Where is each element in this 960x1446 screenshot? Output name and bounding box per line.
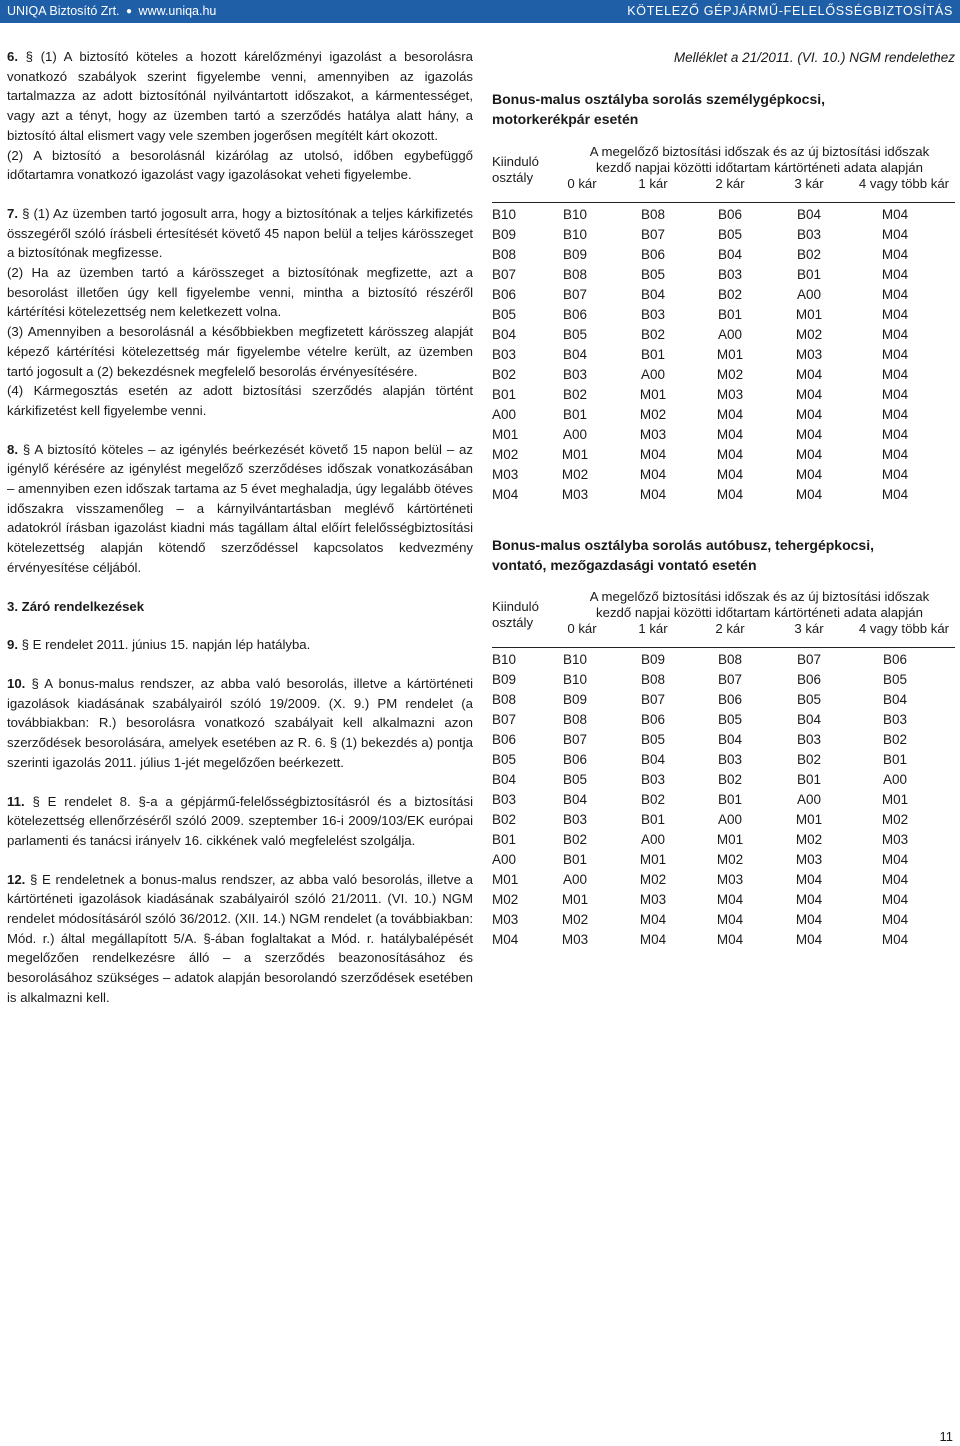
column-header: 4 vagy több kár	[858, 621, 950, 636]
table1-header	[492, 144, 955, 202]
result-class-cell: B01	[796, 267, 822, 282]
section-3-heading: 3. Záró rendelkezések	[7, 598, 145, 614]
result-class-cell: B04	[562, 792, 588, 807]
result-class-cell: B04	[640, 287, 666, 302]
result-class-cell: B01	[717, 307, 743, 322]
start-class-cell: M01	[492, 872, 519, 887]
result-class-cell: M01	[795, 812, 823, 827]
result-class-cell: B08	[717, 652, 743, 667]
table-row	[492, 830, 955, 850]
table-row	[492, 890, 955, 910]
table2-column-headers	[492, 621, 955, 637]
result-class-cell: B04	[717, 732, 743, 747]
table-row	[492, 485, 955, 505]
table-row	[492, 910, 955, 930]
result-class-cell: B10	[562, 227, 588, 242]
paragraph-10	[7, 674, 473, 773]
result-class-cell: A00	[640, 367, 666, 382]
result-class-cell: B02	[562, 832, 588, 847]
result-class-cell: M01	[639, 852, 667, 867]
result-class-cell: M04	[881, 387, 909, 402]
result-class-cell: M04	[881, 247, 909, 262]
column-header: 4 vagy több kár	[858, 176, 950, 191]
result-class-cell: A00	[796, 792, 822, 807]
start-class-cell: B07	[492, 267, 517, 282]
table-row	[492, 285, 955, 305]
paragraph-number: 9.	[7, 637, 18, 653]
result-class-cell: B09	[562, 692, 588, 707]
start-class-cell: B06	[492, 732, 517, 747]
result-class-cell: A00	[882, 772, 908, 787]
result-class-cell: M04	[795, 387, 823, 402]
result-class-cell: M04	[795, 467, 823, 482]
result-class-cell: M04	[881, 467, 909, 482]
paragraph-number: 6.	[7, 49, 18, 64]
table-row	[492, 365, 955, 385]
annex-label: Melléklet a 21/2011. (VI. 10.) NGM rendelethez	[673, 50, 955, 65]
left-column	[7, 47, 473, 1008]
result-class-cell: B08	[562, 712, 588, 727]
start-class-cell: M02	[492, 447, 519, 462]
table-row	[492, 790, 955, 810]
result-class-cell: A00	[796, 287, 822, 302]
website-link[interactable]: www.uniqa.hu	[138, 4, 217, 18]
table-row	[492, 405, 955, 425]
result-class-cell: M03	[561, 932, 589, 947]
result-class-cell: B04	[717, 247, 743, 262]
result-class-cell: B02	[717, 772, 743, 787]
result-class-cell: M04	[881, 367, 909, 382]
start-class-cell: M02	[492, 892, 519, 907]
result-class-cell: M04	[881, 912, 909, 927]
result-class-cell: A00	[717, 327, 743, 342]
table-row	[492, 245, 955, 265]
result-class-cell: M02	[881, 812, 909, 827]
table2-header	[492, 589, 955, 647]
table-row	[492, 465, 955, 485]
paragraph-number: 12.	[7, 871, 26, 887]
table-row	[492, 730, 955, 750]
result-class-cell: M04	[881, 487, 909, 502]
result-class-cell: M04	[795, 487, 823, 502]
table-row	[492, 205, 955, 225]
result-class-cell: M03	[795, 347, 823, 362]
start-class-cell: B05	[492, 307, 517, 322]
start-class-cell: A00	[492, 852, 517, 867]
result-class-cell: B01	[562, 852, 588, 867]
result-class-cell: B07	[640, 227, 666, 242]
table1-start-class-label: Kiinduló osztály	[492, 154, 539, 185]
result-class-cell: M04	[639, 447, 667, 462]
paragraph-7-4: (4) Kármegosztás esetén az adott biztosítási szerződés alapján történt kárkifizetést kell figyelembe venni.	[7, 383, 473, 418]
result-class-cell: B06	[640, 712, 666, 727]
paragraph-text: § E rendelet 8. §-a a gépjármű-felelősségbiztosításról és a biztosítási kötelezettség ellenőrzéséről szóló 2009. szeptember 16-i 2009/103/EK európai parlamenti és tanácsi irányelv 16. cikkének való megfelelést szolgálja.	[7, 793, 473, 848]
result-class-cell: A00	[562, 427, 588, 442]
result-class-cell: B03	[640, 307, 666, 322]
result-class-cell: M04	[795, 932, 823, 947]
result-class-cell: M04	[881, 852, 909, 867]
paragraph-text: § (1) Az üzemben tartó jogosult arra, hogy a biztosítónak a teljes kárkifizetés összegéről szóló írásbeli értesítését követő 45 napon belül a teljes kárösszeget a biztosítónak megfizesse.	[7, 205, 474, 261]
result-class-cell: M04	[639, 487, 667, 502]
paragraph-6-2: (2) A biztosító a besorolásnál kizárólag az utolsó, időben egybefüggő időtartamra vonatkozó igazolást vagy igazolásokat veheti figyelembe.	[7, 147, 473, 183]
result-class-cell: B03	[796, 227, 822, 242]
paragraph-text: § A bonus-malus rendszer, az abba való besorolás, illetve a kártörténeti igazolások kiadásának szabályairól szóló 19/2009. (X. 9.) PM rendelet (a továbbiakban: R.) besorolásra vonatkozó szabályait kell alkalmazni azon szerződések besorolására, amelyek esetében az R. 6. § (1) bekezdés a) pontja szerinti igazolás 2011. július 1-jét megelőzően beérkezett.	[7, 675, 473, 770]
result-class-cell: M02	[639, 407, 667, 422]
table1-title-line1: Bonus-malus osztályba sorolás személygépkocsi,	[492, 91, 826, 107]
result-class-cell: M04	[795, 427, 823, 442]
result-class-cell: B07	[562, 732, 588, 747]
paragraph-text: § (1) A biztosító köteles a hozott kárelőzményi igazolást a besorolásra vonatkozó szabályok szerint figyelembe venni, amennyiben az igazolás tartalmazza az adott biztosítónál nyilvántartott időszakot, a kármentességet, vagy azt a tényt, hogy az üzemben tartó a szerződés hatálya alatt hány, a biztosító által elismert vagy vele szemben jogerősen megítélt kárt okozott.	[7, 49, 474, 143]
start-class-cell: B03	[492, 792, 517, 807]
result-class-cell: B10	[562, 672, 588, 687]
result-class-cell: B04	[640, 752, 666, 767]
paragraph-8	[7, 440, 473, 578]
start-class-cell: B02	[492, 812, 517, 827]
result-class-cell: B03	[717, 752, 743, 767]
table-row	[492, 305, 955, 325]
result-class-cell: M04	[881, 287, 909, 302]
result-class-cell: B02	[882, 732, 908, 747]
start-class-cell: B07	[492, 712, 517, 727]
start-class-cell: B05	[492, 752, 517, 767]
result-class-cell: B02	[717, 287, 743, 302]
start-class-cell: B02	[492, 367, 517, 382]
paragraph-number: 11.	[7, 793, 25, 809]
paragraph-text: § A biztosító köteles – az igénylés beérkezését követő 15 napon belül – az igénylő kérésére az igénylést megelőző szerződéses időszak vonatkozásában – amennyiben ezen időszak tartama az 5 évet meghaladja, úgy legalább ötéves időszakra visszamenőleg – a kárnyilvántartásban meglévő kártörténeti adatokról írásban igazolást kiadni más tagállam által előírt felelősségbiztosítási kötelezettség alapján kötendő szerződéssel kapcsolatos kedvezmény érvényesítése céljából.	[7, 441, 473, 575]
start-class-cell: B03	[492, 347, 517, 362]
result-class-cell: B03	[562, 367, 588, 382]
result-class-cell: B02	[640, 327, 666, 342]
table-row	[492, 385, 955, 405]
result-class-cell: B02	[796, 247, 822, 262]
result-class-cell: M04	[795, 367, 823, 382]
result-class-cell: B06	[882, 652, 908, 667]
table2-description: A megelőző biztosítási időszak és az új biztosítási időszak kezdő napjai közötti időtartam kártörténeti adata alapján	[589, 589, 930, 620]
result-class-cell: M04	[795, 892, 823, 907]
table-row	[492, 225, 955, 245]
start-class-cell: B01	[492, 387, 517, 402]
result-class-cell: B10	[562, 652, 588, 667]
result-class-cell: B04	[882, 692, 908, 707]
bullet-icon: ●	[126, 6, 133, 17]
result-class-cell: M04	[881, 207, 909, 222]
result-class-cell: M04	[881, 892, 909, 907]
column-header: 2 kár	[715, 176, 745, 191]
result-class-cell: M03	[639, 427, 667, 442]
result-class-cell: B01	[640, 812, 666, 827]
result-class-cell: B04	[562, 347, 588, 362]
paragraph-12	[7, 870, 473, 1008]
header-left	[7, 4, 216, 18]
table2-body	[492, 650, 955, 950]
result-class-cell: M04	[639, 912, 667, 927]
result-class-cell: B04	[796, 712, 822, 727]
result-class-cell: B07	[562, 287, 588, 302]
result-class-cell: B05	[717, 712, 743, 727]
result-class-cell: B09	[640, 652, 666, 667]
result-class-cell: M04	[881, 327, 909, 342]
start-class-cell: B01	[492, 832, 517, 847]
result-class-cell: M04	[881, 872, 909, 887]
result-class-cell: B03	[796, 732, 822, 747]
result-class-cell: M02	[716, 367, 744, 382]
result-class-cell: B06	[562, 307, 588, 322]
paragraph-9	[7, 635, 473, 655]
page-number: 11	[939, 1429, 953, 1444]
result-class-cell: M02	[639, 872, 667, 887]
table-row	[492, 690, 955, 710]
result-class-cell: M04	[639, 467, 667, 482]
table-row	[492, 670, 955, 690]
result-class-cell: B01	[640, 347, 666, 362]
result-class-cell: B08	[640, 207, 666, 222]
result-class-cell: M04	[716, 487, 744, 502]
table-row	[492, 850, 955, 870]
result-class-cell: B03	[882, 712, 908, 727]
table-row	[492, 265, 955, 285]
result-class-cell: M01	[795, 307, 823, 322]
table1-description: A megelőző biztosítási időszak és az új biztosítási időszak kezdő napjai közötti időtartam kártörténeti adata alapján	[589, 144, 930, 175]
result-class-cell: B09	[562, 247, 588, 262]
start-class-cell: B08	[492, 692, 517, 707]
result-class-cell: B04	[796, 207, 822, 222]
result-class-cell: M04	[795, 912, 823, 927]
result-class-cell: M04	[716, 427, 744, 442]
paragraph-text: § E rendeletnek a bonus-malus rendszer, az abba való besorolás, illetve a kártörténeti igazolások kiadásának szabályairól szóló 21/2011. (VI. 10.) NGM rendelet módosításáról szóló 36/2012. (XII. 14.) NGM rendelet (a továbbiakban: Mód. r.) által megállapított 5/A. §-ában foglaltakat a Mód. r. hatálybalépését megelőzően rendelkezésre álló – a szerződés beazonosításához és besorolásához szükséges – adatok alapján besorolandó szerződések esetében is alkalmazni kell.	[7, 871, 473, 1005]
page-header	[0, 0, 960, 23]
result-class-cell: M04	[881, 447, 909, 462]
result-class-cell: A00	[640, 832, 666, 847]
paragraph-number: 8.	[7, 441, 18, 457]
result-class-cell: M03	[795, 852, 823, 867]
paragraph-6-1	[7, 47, 473, 146]
result-class-cell: M02	[795, 327, 823, 342]
result-class-cell: B10	[562, 207, 588, 222]
column-header: 3 kár	[794, 621, 824, 636]
start-class-cell: B04	[492, 772, 517, 787]
table1-column-headers	[492, 176, 955, 192]
paragraph-number: 7.	[7, 205, 18, 221]
start-class-cell: M03	[492, 912, 519, 927]
table-row	[492, 770, 955, 790]
result-class-cell: M04	[716, 447, 744, 462]
result-class-cell: B06	[717, 207, 743, 222]
table-row	[492, 345, 955, 365]
result-class-cell: M04	[795, 447, 823, 462]
column-header: 1 kár	[638, 176, 668, 191]
table-row	[492, 810, 955, 830]
result-class-cell: M04	[881, 307, 909, 322]
result-class-cell: B03	[562, 812, 588, 827]
paragraph-number: 10.	[7, 675, 26, 691]
start-class-cell: B09	[492, 672, 517, 687]
result-class-cell: M04	[716, 912, 744, 927]
result-class-cell: M03	[639, 892, 667, 907]
result-class-cell: B05	[640, 732, 666, 747]
section-title: KÖTELEZŐ GÉPJÁRMŰ-FELELŐSSÉGBIZTOSÍTÁS	[627, 4, 953, 18]
result-class-cell: B06	[562, 752, 588, 767]
result-class-cell: M04	[881, 347, 909, 362]
result-class-cell: B05	[882, 672, 908, 687]
start-class-cell: B10	[492, 652, 517, 667]
start-class-cell: B09	[492, 227, 517, 242]
result-class-cell: B07	[796, 652, 822, 667]
result-class-cell: B02	[640, 792, 666, 807]
result-class-cell: B03	[640, 772, 666, 787]
result-class-cell: M03	[716, 872, 744, 887]
result-class-cell: B05	[640, 267, 666, 282]
table-row	[492, 930, 955, 950]
result-class-cell: B08	[640, 672, 666, 687]
result-class-cell: M03	[881, 832, 909, 847]
table2-title-line1: Bonus-malus osztályba sorolás autóbusz, tehergépkocsi,	[492, 537, 874, 553]
table2-start-class-label: Kiinduló osztály	[492, 599, 539, 630]
table2-title-line2: vontató, mezőgazdasági vontató esetén	[492, 557, 757, 573]
column-header: 2 kár	[715, 621, 745, 636]
result-class-cell: M01	[561, 447, 589, 462]
result-class-cell: M04	[881, 407, 909, 422]
table1-body	[492, 205, 955, 505]
result-class-cell: M04	[716, 892, 744, 907]
result-class-cell: M01	[716, 832, 744, 847]
result-class-cell: M04	[881, 427, 909, 442]
paragraph-7-3: (3) Amennyiben a besorolásnál a későbbiekben megfizetett kárösszeg alapját képező kártérítési kötelezettség már figyelembe vételre került, az üzemben tartó jogosult a (2) bekezdésnek megfelelő besorolás érvényesítésére.	[7, 324, 473, 379]
result-class-cell: B07	[640, 692, 666, 707]
result-class-cell: B01	[882, 752, 908, 767]
paragraph-text: § E rendelet 2011. június 15. napján lép hatályba.	[21, 637, 311, 653]
result-class-cell: M01	[561, 892, 589, 907]
result-class-cell: M04	[639, 932, 667, 947]
result-class-cell: B06	[796, 672, 822, 687]
result-class-cell: B06	[640, 247, 666, 262]
result-class-cell: M04	[716, 467, 744, 482]
result-class-cell: B01	[562, 407, 588, 422]
result-class-cell: M02	[561, 467, 589, 482]
result-class-cell: B05	[796, 692, 822, 707]
start-class-cell: B04	[492, 327, 517, 342]
result-class-cell: M01	[716, 347, 744, 362]
start-class-cell: M01	[492, 427, 519, 442]
result-class-cell: M03	[716, 387, 744, 402]
result-class-cell: B05	[562, 327, 588, 342]
result-class-cell: B02	[562, 387, 588, 402]
result-class-cell: B07	[717, 672, 743, 687]
result-class-cell: A00	[562, 872, 588, 887]
result-class-cell: M02	[716, 852, 744, 867]
result-class-cell: B01	[796, 772, 822, 787]
column-header: 0 kár	[567, 621, 597, 636]
table1-title-line2: motorkerékpár esetén	[492, 111, 639, 127]
result-class-cell: M02	[795, 832, 823, 847]
result-class-cell: B08	[562, 267, 588, 282]
start-class-cell: B06	[492, 287, 517, 302]
table-row	[492, 325, 955, 345]
result-class-cell: B01	[717, 792, 743, 807]
right-column	[492, 49, 955, 950]
paragraph-11	[7, 792, 473, 851]
result-class-cell: B06	[717, 692, 743, 707]
table-row	[492, 870, 955, 890]
result-class-cell: A00	[717, 812, 743, 827]
start-class-cell: M03	[492, 467, 519, 482]
table-row	[492, 425, 955, 445]
paragraph-7-1	[7, 204, 473, 263]
result-class-cell: M04	[716, 407, 744, 422]
result-class-cell: M04	[795, 407, 823, 422]
result-class-cell: B05	[717, 227, 743, 242]
result-class-cell: B02	[796, 752, 822, 767]
table-row	[492, 750, 955, 770]
result-class-cell: M02	[561, 912, 589, 927]
company-name: UNIQA Biztosító Zrt.	[7, 4, 120, 18]
start-class-cell: M04	[492, 487, 519, 502]
column-header: 0 kár	[567, 176, 597, 191]
column-header: 1 kár	[638, 621, 668, 636]
result-class-cell: M04	[881, 227, 909, 242]
table-row	[492, 710, 955, 730]
column-header: 3 kár	[794, 176, 824, 191]
result-class-cell: B05	[562, 772, 588, 787]
table-row	[492, 650, 955, 670]
table-row	[492, 445, 955, 465]
start-class-cell: B10	[492, 207, 517, 222]
start-class-cell: M04	[492, 932, 519, 947]
start-class-cell: B08	[492, 247, 517, 262]
result-class-cell: M04	[716, 932, 744, 947]
result-class-cell: M01	[639, 387, 667, 402]
result-class-cell: M04	[881, 267, 909, 282]
start-class-cell: A00	[492, 407, 517, 422]
result-class-cell: M01	[881, 792, 909, 807]
paragraph-7-2: (2) Ha az üzemben tartó a kárösszeget a biztosítónak megfizette, azt a besorolást illetően úgy kell figyelembe venni, mintha a biztosító részéről kártérítési kötelezettség nem keletkezett volna.	[7, 265, 473, 320]
result-class-cell: B03	[717, 267, 743, 282]
result-class-cell: M03	[561, 487, 589, 502]
result-class-cell: M04	[795, 872, 823, 887]
result-class-cell: M04	[881, 932, 909, 947]
